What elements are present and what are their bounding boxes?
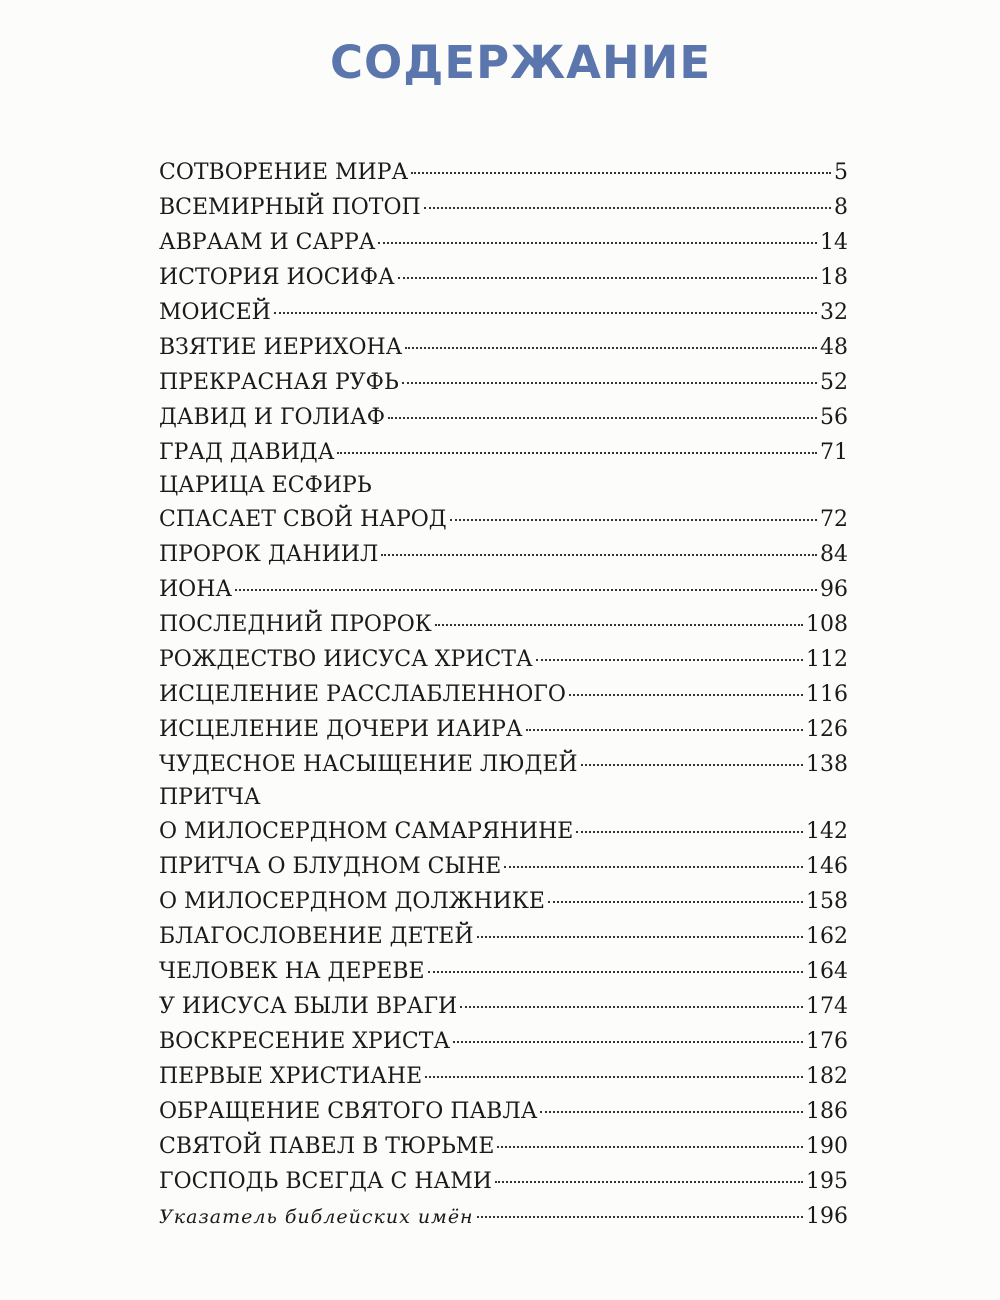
dot-leader (402, 382, 817, 384)
toc-entry-title: ГРАД ДАВИДА (159, 440, 335, 465)
toc-entry-title: ВСЕМИРНЫЙ ПОТОП (159, 195, 421, 220)
dot-leader (581, 764, 803, 766)
toc-entry-6 (159, 330, 848, 365)
toc-entry-title: ИСТОРИЯ ИОСИФА (159, 265, 395, 290)
dot-leader (398, 277, 817, 279)
toc-entry-page: 32 (820, 300, 848, 325)
toc-entry-page: 182 (806, 1064, 848, 1089)
toc-entry-21 (159, 919, 848, 954)
toc-entry-page: 112 (806, 647, 848, 672)
toc-entry-page: 8 (834, 195, 848, 220)
toc-entry-2 (159, 190, 848, 225)
toc-entry-page: 116 (806, 682, 848, 707)
toc-entry-page: 196 (806, 1204, 848, 1229)
toc-entry-23 (159, 989, 848, 1024)
dot-leader (235, 589, 817, 591)
dot-leader (569, 694, 803, 696)
toc-entry-page: 190 (806, 1134, 848, 1159)
toc-entry-17 (159, 747, 848, 782)
toc-entry-page: 146 (806, 854, 848, 879)
toc-entry-title: О МИЛОСЕРДНОМ САМАРЯНИНЕ (159, 819, 574, 844)
toc-entry-title: ПРИТЧА О БЛУДНОМ СЫНЕ (159, 854, 502, 879)
table-of-contents (159, 155, 848, 1234)
toc-entry-title: ЧУДЕСНОЕ НАСЫЩЕНИЕ ЛЮДЕЙ (159, 752, 578, 777)
dot-leader (548, 901, 803, 903)
dot-leader (378, 242, 817, 244)
toc-entry-7 (159, 365, 848, 400)
toc-entry-page: 138 (806, 752, 848, 777)
dot-leader (274, 312, 817, 314)
toc-entry-title: ИОНА (159, 577, 233, 602)
dot-leader (405, 347, 817, 349)
dot-leader (526, 729, 803, 731)
toc-entry-28 (159, 1164, 848, 1199)
toc-entry-page: 126 (806, 717, 848, 742)
toc-entry-4 (159, 260, 848, 295)
toc-entry-27 (159, 1129, 848, 1164)
toc-entry-24 (159, 1024, 848, 1059)
toc-entry-3 (159, 225, 848, 260)
dot-leader (381, 554, 817, 556)
toc-entry-page: 174 (806, 994, 848, 1019)
dot-leader (428, 971, 803, 973)
toc-entry-title: Указатель библейских имён (159, 1206, 474, 1228)
toc-entry-page: 72 (820, 507, 848, 532)
toc-entry-title: СВЯТОЙ ПАВЕЛ В ТЮРЬМЕ (159, 1134, 495, 1159)
toc-entry-title: СПАСАЕТ СВОЙ НАРОД (159, 507, 447, 532)
toc-entry-title: ГОСПОДЬ ВСЕГДА С НАМИ (159, 1169, 492, 1194)
toc-entry-title: ЧЕЛОВЕК НА ДЕРЕВЕ (159, 959, 425, 984)
dot-leader (536, 659, 803, 661)
toc-entry-page: 71 (820, 440, 848, 465)
toc-entry-8 (159, 400, 848, 435)
dot-leader (460, 1006, 803, 1008)
toc-entry-16 (159, 712, 848, 747)
toc-entry-13 (159, 607, 848, 642)
dot-leader (411, 172, 831, 174)
dot-leader (424, 207, 831, 209)
dot-leader (477, 936, 803, 938)
toc-entry-page: 18 (820, 265, 848, 290)
toc-entry-25 (159, 1059, 848, 1094)
toc-entry-11 (159, 537, 848, 572)
toc-entry-page: 52 (820, 370, 848, 395)
toc-entry-title: ВОСКРЕСЕНИЕ ХРИСТА (159, 1029, 451, 1054)
toc-entry-12 (159, 572, 848, 607)
dot-leader (497, 1146, 803, 1148)
dot-leader (540, 1111, 803, 1113)
dot-leader (388, 417, 817, 419)
toc-entry-page: 176 (806, 1029, 848, 1054)
toc-entry-19 (159, 849, 848, 884)
toc-entry-title: ПРЕКРАСНАЯ РУФЬ (159, 370, 399, 395)
toc-entry-title: СОТВОРЕНИЕ МИРА (159, 160, 409, 185)
page-title: СОДЕРЖАНИЕ (330, 36, 712, 89)
toc-entry-page: 48 (820, 335, 848, 360)
toc-entry-page: 84 (820, 542, 848, 567)
toc-entry-title: АВРААМ И САРРА (159, 230, 376, 255)
toc-entry-title: МОИСЕЙ (159, 300, 271, 325)
toc-entry-20 (159, 884, 848, 919)
toc-entry-title: ДАВИД И ГОЛИАФ (159, 405, 386, 430)
dot-leader (453, 1041, 803, 1043)
toc-entry-5 (159, 295, 848, 330)
toc-entry-1 (159, 155, 848, 190)
dot-leader (450, 519, 817, 521)
toc-entry-page: 186 (806, 1099, 848, 1124)
dot-leader (435, 624, 803, 626)
toc-entry-title: ИСЦЕЛЕНИЕ ДОЧЕРИ ИАИРА (159, 717, 523, 742)
dot-leader (495, 1181, 803, 1183)
toc-entry-18 (159, 782, 848, 849)
toc-entry-title: БЛАГОСЛОВЕНИЕ ДЕТЕЙ (159, 924, 474, 949)
toc-entry-15 (159, 677, 848, 712)
toc-entry-title: ПЕРВЫЕ ХРИСТИАНЕ (159, 1064, 423, 1089)
dot-leader (477, 1216, 803, 1218)
toc-entry-title: ВЗЯТИЕ ИЕРИХОНА (159, 335, 403, 360)
dot-leader (504, 866, 803, 868)
toc-entry-title-first-line: ЦАРИЦА ЕСФИРЬ (159, 473, 372, 498)
toc-entry-14 (159, 642, 848, 677)
toc-entry-title: ОБРАЩЕНИЕ СВЯТОГО ПАВЛА (159, 1099, 538, 1124)
toc-entry-page: 158 (806, 889, 848, 914)
toc-entry-page: 14 (820, 230, 848, 255)
toc-entry-title: ИСЦЕЛЕНИЕ РАССЛАБЛЕННОГО (159, 682, 566, 707)
toc-entry-22 (159, 954, 848, 989)
toc-entry-page: 56 (820, 405, 848, 430)
toc-entry-title: У ИИСУСА БЫЛИ ВРАГИ (159, 994, 458, 1019)
toc-entry-page: 96 (820, 577, 848, 602)
dot-leader (425, 1076, 803, 1078)
toc-entry-title-first-line: ПРИТЧА (159, 785, 261, 810)
toc-entry-title: ПОСЛЕДНИЙ ПРОРОК (159, 612, 432, 637)
toc-entry-9 (159, 435, 848, 470)
toc-entry-page: 5 (834, 160, 848, 185)
toc-entry-page: 162 (806, 924, 848, 949)
toc-entry-page: 164 (806, 959, 848, 984)
toc-entry-title: ПРОРОК ДАНИИЛ (159, 542, 379, 567)
toc-entry-title: О МИЛОСЕРДНОМ ДОЛЖНИКЕ (159, 889, 545, 914)
toc-entry-page: 195 (806, 1169, 848, 1194)
toc-entry-10 (159, 470, 848, 537)
toc-entry-page: 142 (806, 819, 848, 844)
dot-leader (576, 831, 803, 833)
dot-leader (337, 452, 817, 454)
toc-entry-page: 108 (806, 612, 848, 637)
toc-entry-26 (159, 1094, 848, 1129)
toc-entry-name-index (159, 1199, 848, 1234)
toc-entry-title: РОЖДЕСТВО ИИСУСА ХРИСТА (159, 647, 533, 672)
